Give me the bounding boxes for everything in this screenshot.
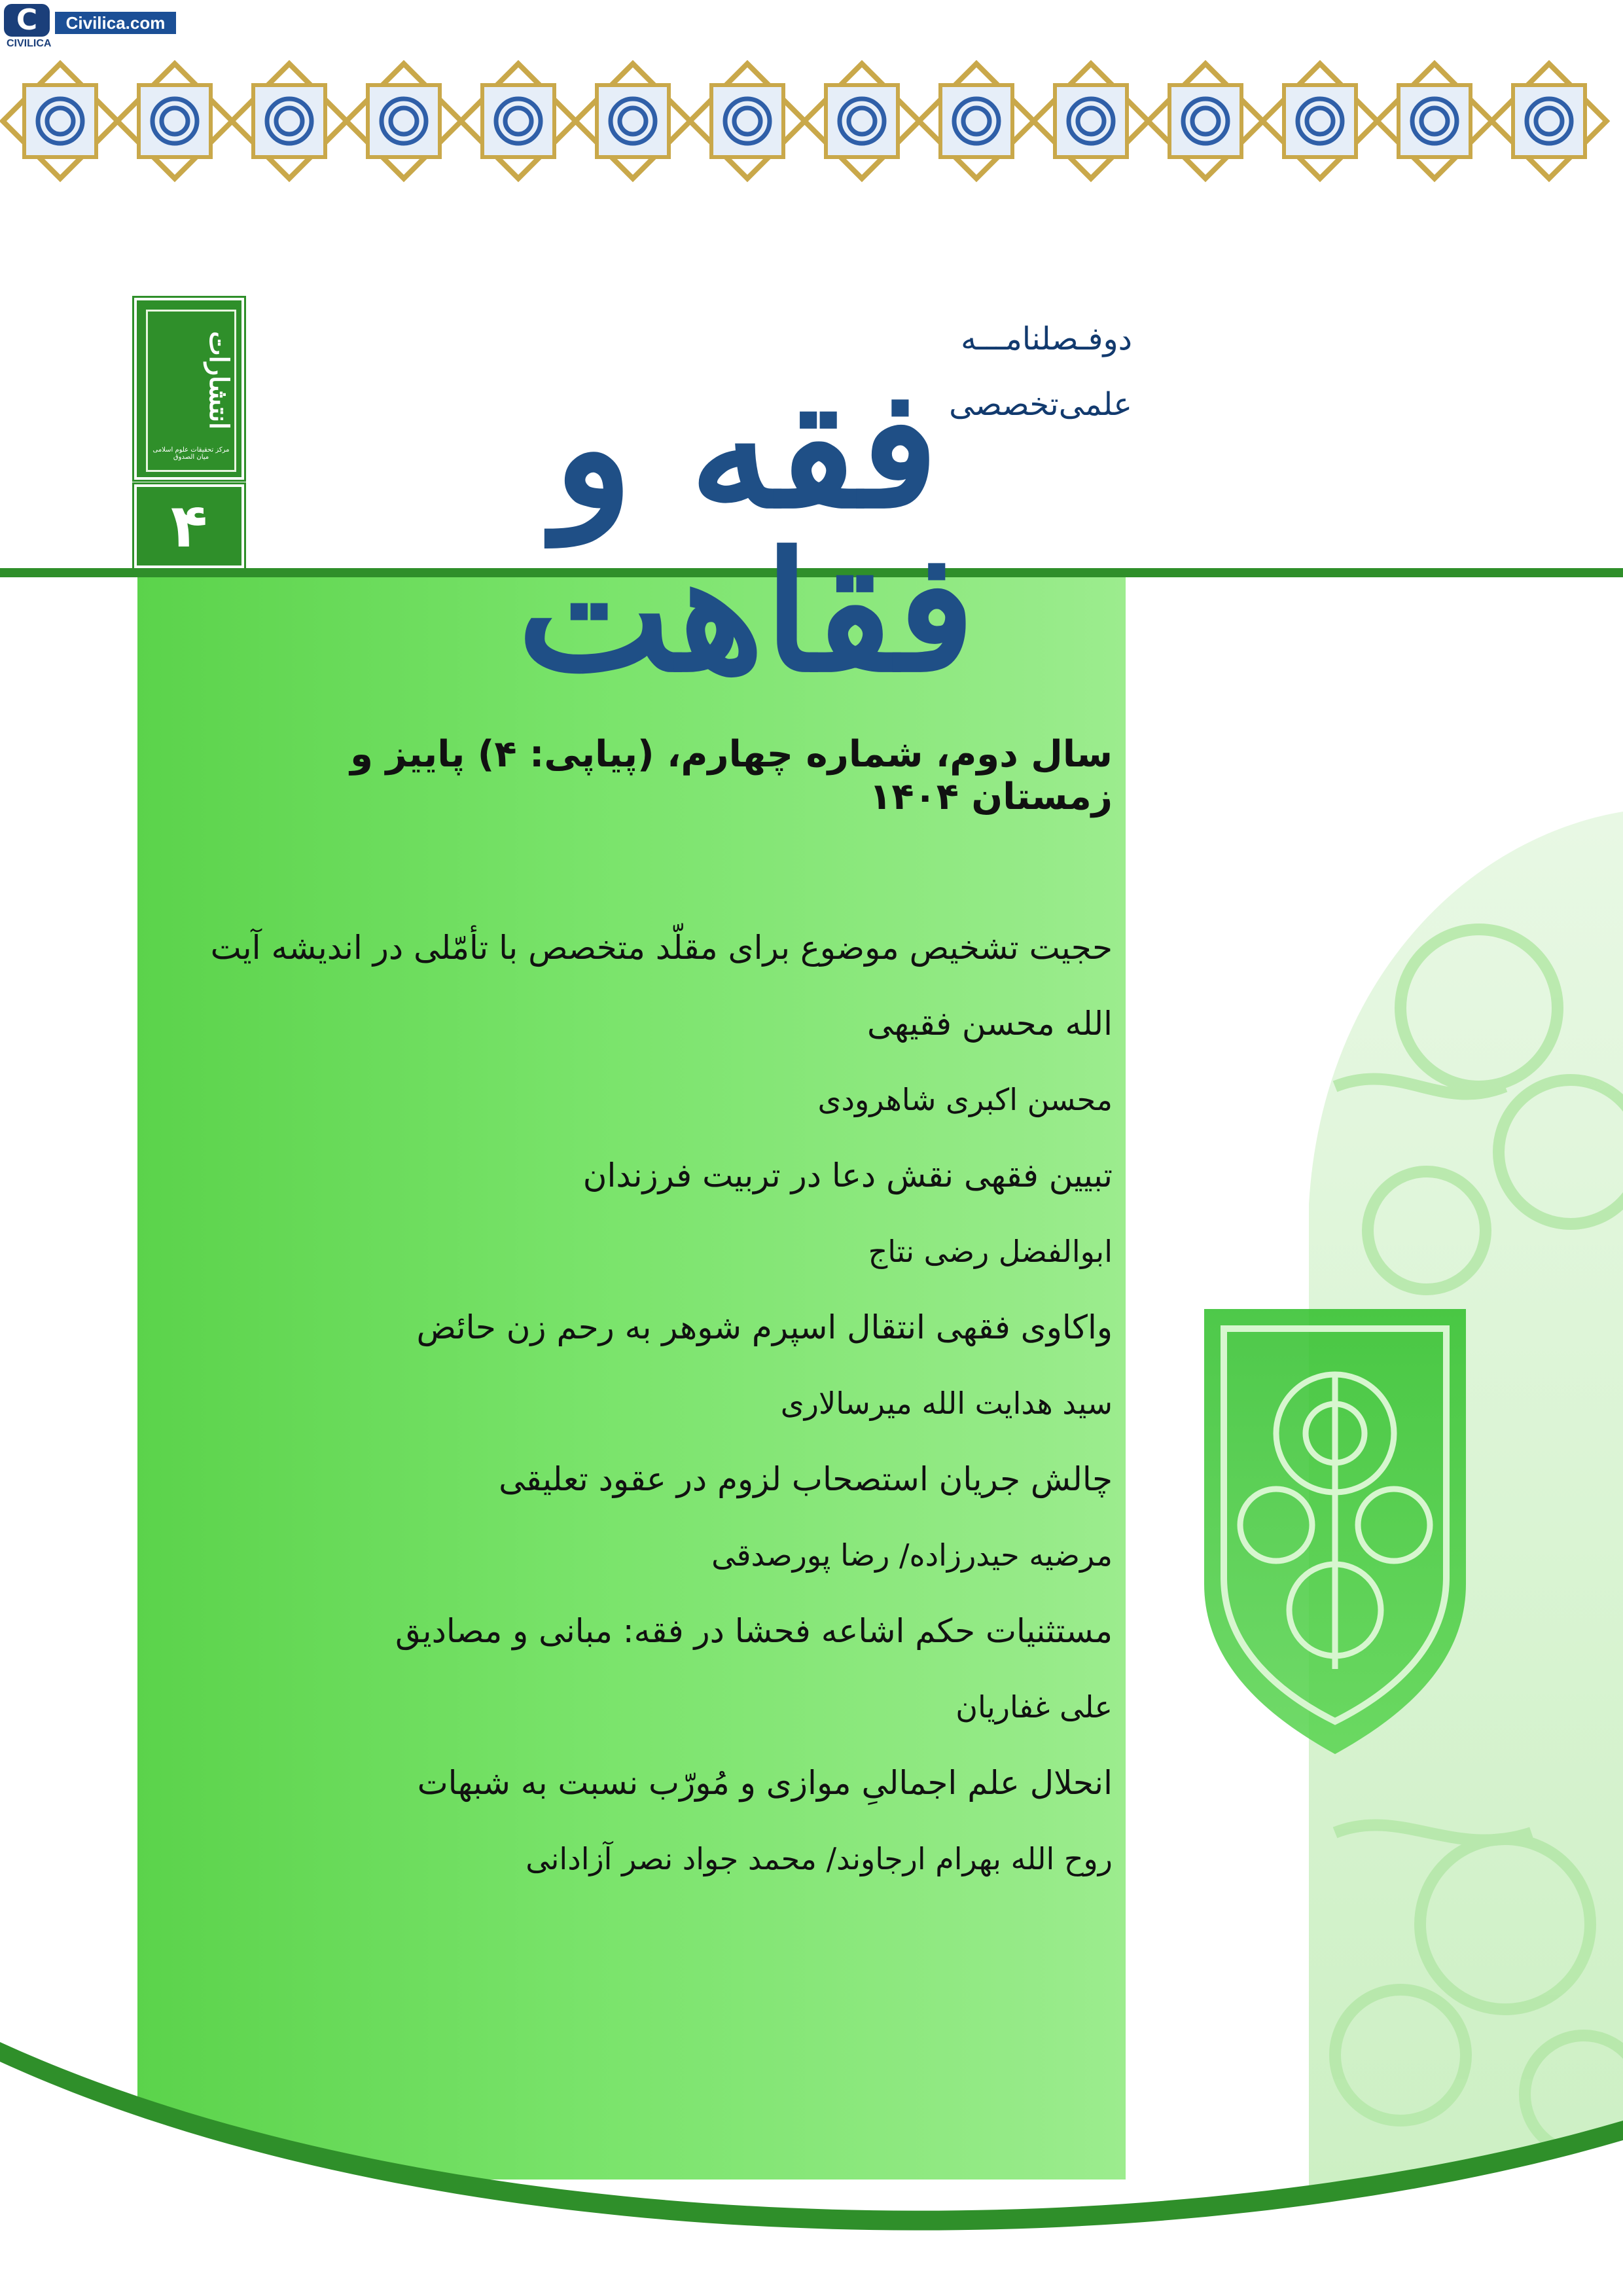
ornament-tile bbox=[346, 63, 461, 178]
ornament-tile bbox=[1262, 63, 1377, 178]
article-author: مرضیه حیدرزاده/ رضا پورصدقی bbox=[711, 1537, 1113, 1573]
article-author: محسن اکبری شاهرودی bbox=[817, 1082, 1113, 1117]
ornament-band bbox=[0, 59, 1623, 183]
ornament-tile bbox=[1491, 63, 1606, 178]
article-title[interactable]: انحلال علم اجمالیِ موازی و مُورّب نسبت به شبهات bbox=[417, 1764, 1113, 1802]
article-author: روح الله بهرام ارجاوند/ محمد جواد نصر آزادانی bbox=[526, 1841, 1113, 1876]
article-title[interactable]: مستثنیات حکم اشاعه فحشا در فقه: مبانی و مصادیق bbox=[395, 1612, 1113, 1650]
civilica-label[interactable]: Civilica.com bbox=[55, 12, 176, 34]
bottom-curve bbox=[0, 2042, 1623, 2296]
ornament-tile bbox=[1033, 63, 1148, 178]
shield-ornament bbox=[1198, 1302, 1472, 1761]
ornament-tile bbox=[804, 63, 919, 178]
civilica-watermark bbox=[4, 4, 174, 50]
ornament-tile bbox=[1148, 63, 1262, 178]
ornament-tile bbox=[575, 63, 690, 178]
ornament-tile bbox=[919, 63, 1033, 178]
article-author: علی غفاریان bbox=[955, 1689, 1113, 1725]
issue-number-badge: ۴ bbox=[134, 484, 244, 568]
table-of-contents bbox=[177, 910, 1113, 1897]
masthead-line1: دوفـصلنامـــه bbox=[961, 321, 1132, 357]
ornament-tile bbox=[690, 63, 804, 178]
article-title[interactable]: واکاوی فقهی انتقال اسپرم شوهر به رحم زن حائض bbox=[416, 1308, 1113, 1346]
civilica-sub: CIVILICA bbox=[7, 38, 52, 49]
article-title[interactable]: چالش جریان استصحاب لزوم در عقود تعلیقی bbox=[499, 1460, 1113, 1498]
ornament-tile bbox=[1377, 63, 1491, 178]
article-author: ابوالفضل رضی نتاج bbox=[868, 1234, 1113, 1269]
article-title[interactable]: حجیت تشخیص موضوع برای مقلّد متخصص با تأمّلی در اندیشه آیت الله محسن فقیهی bbox=[210, 929, 1113, 1043]
ornament-tile bbox=[232, 63, 346, 178]
logo-frame bbox=[146, 310, 236, 472]
article-title[interactable]: تبیین فقهی نقش دعا در تربیت فرزندان bbox=[582, 1157, 1113, 1194]
journal-title: فقه و فقاهت bbox=[517, 352, 975, 708]
article-author: سید هدایت الله میرسالاری bbox=[780, 1386, 1113, 1421]
masthead-line2: علمی‌تخصصی bbox=[949, 386, 1132, 423]
publisher-logo bbox=[134, 298, 244, 480]
ornament-tile bbox=[3, 63, 117, 178]
ornament-tile bbox=[461, 63, 575, 178]
logo-title: انتشارات bbox=[204, 331, 234, 430]
logo-subtitle: مرکز تحقیقات علوم اسلامی میان الصدوق bbox=[152, 446, 230, 461]
ornament-tile bbox=[117, 63, 232, 178]
civilica-logo-icon: C bbox=[4, 4, 50, 37]
issue-line: سال دوم، شماره چهارم، (پیاپی: ۴) پاییز و زمستان ۱۴۰۴ bbox=[350, 733, 1113, 818]
